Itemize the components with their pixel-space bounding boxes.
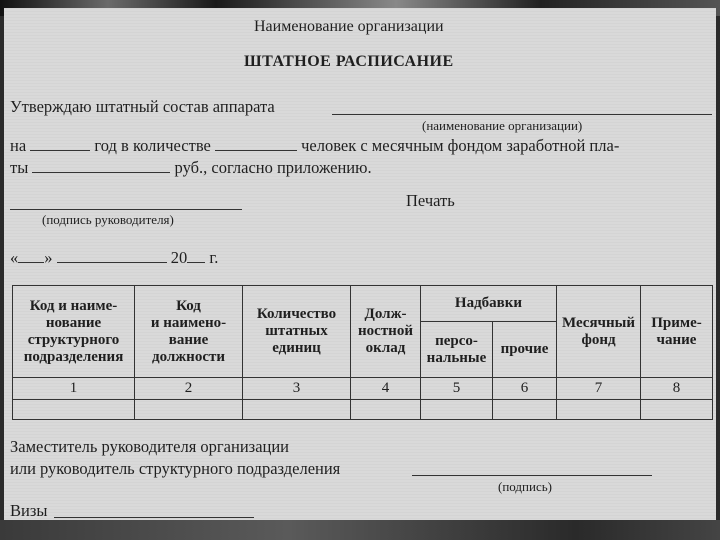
header-allowance-other: прочие	[493, 322, 557, 378]
document-title: ШТАТНОЕ РАСПИСАНИЕ	[244, 53, 454, 70]
document-sheet	[4, 8, 716, 522]
column-number-cell: 4	[351, 378, 421, 400]
approval-ty-label: ты	[10, 158, 29, 177]
approval-line-2	[10, 136, 619, 156]
organization-blank	[332, 114, 712, 115]
column-numbers-row	[13, 378, 713, 400]
headcount-blank	[215, 136, 297, 151]
column-number-cell: 8	[641, 378, 713, 400]
header-monthly-fund: Месячный фонд	[557, 286, 641, 378]
date-line	[10, 248, 218, 268]
table-cell	[641, 400, 713, 420]
column-number-cell: 7	[557, 378, 641, 400]
approval-line-1: Утверждаю штатный состав аппарата	[10, 97, 275, 116]
header-salary: Долж- ностной оклад	[351, 286, 421, 378]
year-prefix: 20	[170, 248, 188, 267]
table-cell	[493, 400, 557, 420]
column-number-cell: 3	[243, 378, 351, 400]
table-cell	[421, 400, 493, 420]
year-digits-blank	[187, 248, 205, 263]
approval-rub-label: руб., согласно приложению.	[174, 158, 372, 177]
header-notes: Приме- чание	[641, 286, 713, 378]
year-blank	[30, 136, 90, 151]
table-cell	[13, 400, 135, 420]
table-cell	[243, 400, 351, 420]
header-staff-units: Количество штатных единиц	[243, 286, 351, 378]
table-cell	[135, 400, 243, 420]
table-cell	[351, 400, 421, 420]
bottom-frame-strip	[0, 520, 720, 540]
date-close-quote: »	[44, 248, 53, 267]
approval-year-count-label: год в количестве	[94, 136, 211, 155]
header-allowances: Надбавки	[421, 286, 557, 322]
deputy-signature-caption: (подпись)	[498, 479, 552, 494]
year-suffix: г.	[209, 248, 219, 267]
day-blank	[18, 248, 44, 263]
visas-label: Визы	[10, 501, 48, 520]
approval-on-label: на	[10, 136, 27, 155]
month-blank	[57, 248, 167, 263]
footer-line-2: или руководитель структурного подразделения	[10, 459, 341, 478]
footer-line-1: Заместитель руководителя организации	[10, 437, 290, 456]
column-number-cell: 2	[135, 378, 243, 400]
approval-line-3	[10, 158, 372, 178]
director-signature-caption: (подпись руководителя)	[42, 212, 174, 227]
visas-blank	[54, 517, 254, 518]
approval-payroll-label: человек с месячным фондом заработной пла-	[301, 136, 620, 155]
header-position-code: Код и наимено- вание должности	[135, 286, 243, 378]
director-signature-blank	[10, 209, 242, 210]
staffing-table	[12, 285, 713, 420]
amount-blank	[32, 158, 170, 173]
column-number-cell: 6	[493, 378, 557, 400]
organization-caption: (наименование организации)	[422, 118, 583, 133]
table-cell	[557, 400, 641, 420]
table-row	[13, 400, 713, 420]
stamp-label: Печать	[406, 191, 455, 210]
organization-name-heading: Наименование организации	[254, 18, 444, 35]
date-open-quote: «	[10, 248, 19, 267]
column-number-cell: 5	[421, 378, 493, 400]
deputy-signature-blank	[412, 475, 652, 476]
header-division-code: Код и наиме- нование структурного подразделения	[13, 286, 135, 378]
header-allowance-personal: персо- нальные	[421, 322, 493, 378]
column-number-cell: 1	[13, 378, 135, 400]
